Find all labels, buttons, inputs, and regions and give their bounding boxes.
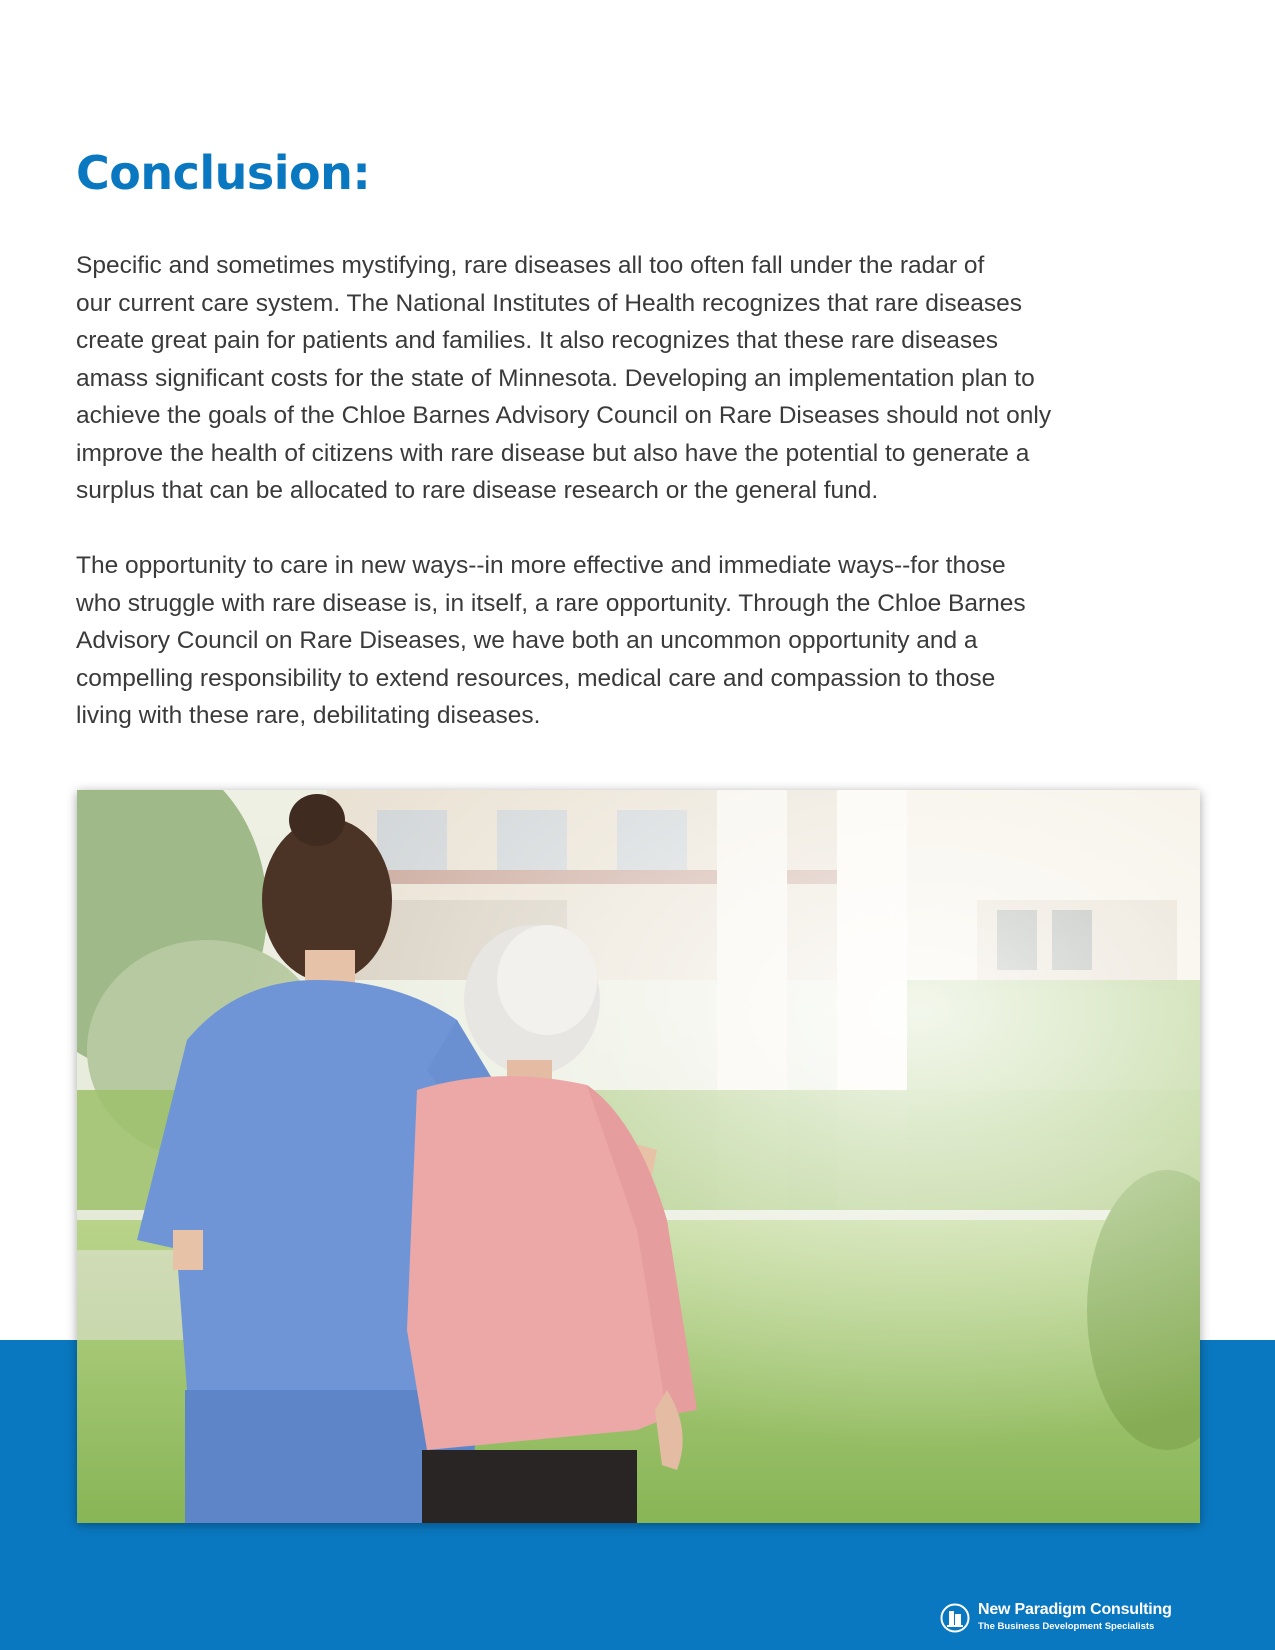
paragraph-line: amass significant costs for the state of Minnesota. Developing an implementation plan to xyxy=(76,364,1035,392)
paragraph-line: living with these rare, debilitating diseases. xyxy=(76,702,541,729)
paragraph-line: our current care system. The National Institutes of Health recognizes that rare diseases xyxy=(76,289,1022,317)
paragraph-line: Specific and sometimes mystifying, rare diseases all too often fall under the radar of xyxy=(76,252,985,279)
caregiver-photo xyxy=(77,790,1200,1523)
logo-company-name: New Paradigm Consulting xyxy=(978,1601,1172,1618)
paragraph-2 xyxy=(76,547,1206,735)
paragraph-line: surplus that can be allocated to rare disease research or the general fund. xyxy=(76,477,879,504)
paragraph-1 xyxy=(76,247,1206,510)
paragraph-line: create great pain for patients and families. It also recognizes that these rare diseases xyxy=(76,327,998,354)
paragraph-line: Advisory Council on Rare Diseases, we have both an uncommon opportunity and a xyxy=(76,627,978,654)
paragraph-line: The opportunity to care in new ways--in more effective and immediate ways--for those xyxy=(76,552,1006,579)
page-heading: Conclusion: xyxy=(76,146,371,200)
company-logo xyxy=(938,1600,1188,1636)
paragraph-line: compelling responsibility to extend resources, medical care and compassion to those xyxy=(76,664,996,692)
building-emblem-icon xyxy=(940,1603,970,1633)
paragraph-line: improve the health of citizens with rare disease but also have the potential to generate a xyxy=(76,439,1030,467)
paragraph-line: achieve the goals of the Chloe Barnes Advisory Council on Rare Diseases should not only xyxy=(76,402,1052,429)
paragraph-line: who struggle with rare disease is, in itself, a rare opportunity. Through the Chloe Barnes xyxy=(76,589,1026,617)
logo-tagline: The Business Development Specialists xyxy=(978,1621,1155,1632)
